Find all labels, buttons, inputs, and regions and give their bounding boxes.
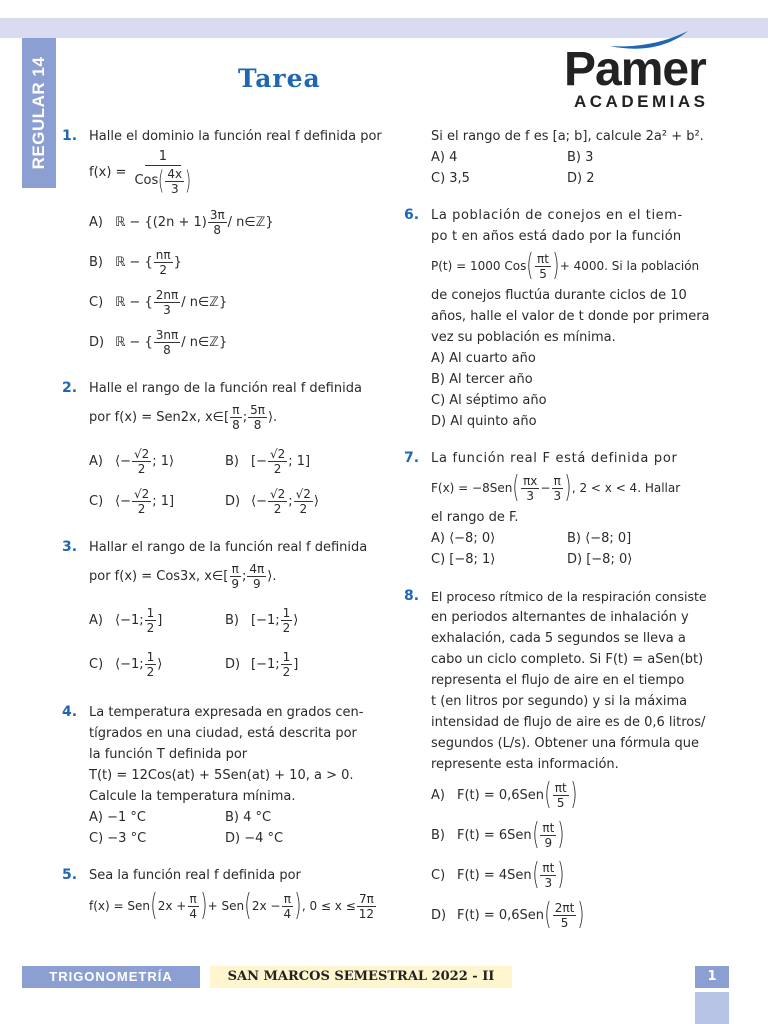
fx-label: f(x) = bbox=[89, 165, 127, 180]
option-a[interactable]: A) ℝ − {(2n + 1) $\frac{3\pi}{8}$ / n∈ℤ} bbox=[89, 207, 274, 237]
option-a[interactable]: A) Al cuarto año bbox=[431, 351, 536, 366]
question-text: Halle el rango de la función real f definida bbox=[89, 381, 362, 396]
option-c[interactable]: C) [−8; 1⟩ bbox=[431, 552, 496, 567]
question-6: 6. La población de conejos en el tiem- po t en años está dado por la función P(t) = 1000 Cos ( $\frac{\pi t}{5}$ ) + 4000. Si la población de conejos fluctúa durante ciclos de 10 años, halle el valor de t donde por primera vez su población es mínima. A) Al cuarto año B) Al tercer año C) Al séptimo año D) Al quinto año bbox=[404, 205, 708, 432]
option-d[interactable]: D) F(t) = 0,6Sen ( $\frac{2\pi t}{5}$ ) bbox=[431, 897, 585, 932]
option-a[interactable]: A) ⟨−8; 0⟩ bbox=[431, 531, 496, 546]
page-title: Tarea bbox=[238, 64, 321, 93]
pamer-logo bbox=[560, 30, 740, 114]
question-number: 8. bbox=[404, 588, 420, 604]
footer-subject: TRIGONOMETRÍA bbox=[22, 966, 200, 988]
option-a[interactable]: A) ⟨−1; $\frac{1}{2}$ ] bbox=[89, 605, 163, 635]
question-text: Halle el dominio la función real f definida por bbox=[89, 129, 382, 144]
question-number: 7. bbox=[404, 450, 420, 466]
footer-course: SAN MARCOS SEMESTRAL 2022 - II bbox=[210, 966, 512, 988]
option-c[interactable]: C) ⟨−1; $\frac{1}{2}$ ⟩ bbox=[89, 649, 163, 679]
logo-name: Pamer bbox=[564, 43, 706, 96]
option-b[interactable]: B) 3 bbox=[567, 150, 594, 165]
side-tab bbox=[22, 38, 56, 188]
option-c[interactable]: C) 3,5 bbox=[431, 171, 470, 186]
option-c[interactable]: C) −3 °C bbox=[89, 831, 147, 846]
question-5-continued: Si el rango de f es [a; b], calcule 2a² + b². A) 4 B) 3 C) 3,5 D) 2 bbox=[404, 126, 708, 189]
question-8: 8. El proceso rítmico de la respiración consiste en periodos alternantes de inhalación y exhalación, cada 5 segundos se lleva a cabo un ciclo completo. Si F(t) = aSen(bt) representa el flujo de aire en el tiempo t (en litros por segundo) y si la máxima intensidad de flujo de aire es de 0,6 litros/ segundos (L/s). Obtener una fórmula que represente esta información. A) F(t) = 0,6Sen ( $\frac{\pi t}{5}$ ) B) F(t) = 6Sen ( $\frac{\pi t}{9}$ ) C) F(t) = 4Sen ( $\frac{\pi t}{3}$ ) D) F(t) = 0,6Sen ( $\frac{2\pi t}{5}$ ) bbox=[404, 586, 708, 935]
option-a[interactable]: A) F(t) = 0,6Sen ( $\frac{\pi t}{5}$ ) bbox=[431, 777, 578, 812]
function-definition: F(x) = −8Sen ( $\frac{\pi x}{3}$ − $\frac{\pi}{3}$ ) , 2 < x < 4. Hallar bbox=[431, 470, 681, 505]
option-c[interactable]: C) ℝ − { $\frac{2n\pi}{3}$ / n∈ℤ} bbox=[89, 287, 228, 317]
page-number: 1 bbox=[695, 966, 729, 988]
option-a[interactable]: A) ⟨− $\frac{√2}{2}$ ; 1⟩ bbox=[89, 446, 175, 476]
option-b[interactable]: B) 4 °C bbox=[225, 810, 272, 825]
question-2: 2. Halle el rango de la función real f definida por f(x) = Sen2x, x∈[ $\frac{\pi}{8}$ ; $\frac{5\pi}{8}$ ⟩. A) ⟨− $\frac{√2}{2}$ ; 1⟩ B) [− $\frac{√2}{2}$ ; 1] C) ⟨− $\frac{√2}{2}$ ; 1] D) ⟨− $\frac{√2}{2}$ ; $\frac{√2}{2}$ ⟩ bbox=[62, 378, 372, 521]
option-b[interactable]: B) [−1; $\frac{1}{2}$ ⟩ bbox=[225, 605, 299, 635]
question-number: 5. bbox=[62, 867, 78, 883]
option-d[interactable]: D) Al quinto año bbox=[431, 414, 537, 429]
logo-subtitle: ACADEMIAS bbox=[574, 92, 709, 111]
question-number: 1. bbox=[62, 128, 78, 144]
function-definition: f(x) = Sen ( 2x + $\frac{\pi}{4}$ ) + Sen ( 2x − $\frac{\pi}{4}$ ) , 0 ≤ x ≤ $\frac{7\pi}{12}$ bbox=[89, 888, 375, 923]
question-5: 5. Sea la función real f definida por f(x) = Sen ( 2x + $\frac{\pi}{4}$ ) + Sen ( 2x − $\frac{\pi}{4}$ ) , 0 ≤ x ≤ $\frac{7\pi}{12}$ bbox=[62, 865, 372, 926]
question-1 bbox=[62, 126, 382, 362]
option-d[interactable]: D) 2 bbox=[567, 171, 595, 186]
option-d[interactable]: D) ⟨− $\frac{√2}{2}$ ; $\frac{√2}{2}$ ⟩ bbox=[225, 486, 319, 516]
option-d[interactable]: D) [−1; $\frac{1}{2}$ ] bbox=[225, 649, 299, 679]
option-d[interactable]: D) [−8; 0⟩ bbox=[567, 552, 633, 567]
footer-stub bbox=[695, 992, 729, 1024]
question-number: 2. bbox=[62, 380, 78, 396]
fraction: 1 Cos ( $\frac{4x}{3}$ ) bbox=[134, 149, 192, 196]
question-number: 3. bbox=[62, 539, 78, 555]
option-a[interactable]: A) −1 °C bbox=[89, 810, 146, 825]
option-c[interactable]: C) Al séptimo año bbox=[431, 393, 547, 408]
left-column bbox=[62, 126, 382, 926]
option-c[interactable]: C) ⟨− $\frac{√2}{2}$ ; 1] bbox=[89, 486, 175, 516]
question-7: 7. La función real F está definida por F(x) = −8Sen ( $\frac{\pi x}{3}$ − $\frac{\pi}{3}$ ) , 2 < x < 4. Hallar el rango de F. A) ⟨−8; 0⟩ B) ⟨−8; 0] C) [−8; 1⟩ D) [−8; 0⟩ bbox=[404, 448, 708, 570]
option-b[interactable]: B) [− $\frac{√2}{2}$ ; 1] bbox=[225, 446, 311, 476]
right-column bbox=[404, 126, 708, 935]
side-tab-label: REGULAR 14 bbox=[29, 56, 48, 170]
question-number: 6. bbox=[404, 207, 420, 223]
option-d[interactable]: D) ℝ − { $\frac{3n\pi}{8}$ / n∈ℤ} bbox=[89, 327, 228, 357]
question-number: 4. bbox=[62, 704, 78, 720]
question-3: 3. Hallar el rango de la función real f definida por f(x) = Cos3x, x∈[ $\frac{\pi}{9}$ ; $\frac{4\pi}{9}$ ⟩. A) ⟨−1; $\frac{1}{2}$ ] B) [−1; $\frac{1}{2}$ ⟩ C) ⟨−1; $\frac{1}{2}$ ⟩ D) [−1; $\frac{1}{2}$ ] bbox=[62, 537, 372, 686]
option-b[interactable]: B) ℝ − { $\frac{n\pi}{2}$ } bbox=[89, 247, 182, 277]
population-formula: P(t) = 1000 Cos ( $\frac{\pi t}{5}$ ) + 4000. Si la población bbox=[431, 248, 700, 283]
option-a[interactable]: A) 4 bbox=[431, 150, 458, 165]
option-b[interactable]: B) ⟨−8; 0] bbox=[567, 531, 632, 546]
option-b[interactable]: B) F(t) = 6Sen ( $\frac{\pi t}{9}$ ) bbox=[431, 817, 565, 852]
question-text: Hallar el rango de la función real f definida bbox=[89, 540, 368, 555]
option-c[interactable]: C) F(t) = 4Sen ( $\frac{\pi t}{3}$ ) bbox=[431, 857, 565, 892]
question-4: 4. La temperatura expresada en grados cen- tígrados en una ciudad, está descrita por la función T definida por T(t) = 12Cos(at) + 5Sen(at) + 10, a > 0. Calcule la temperatura mínima. A) −1 °C B) 4 °C C) −3 °C D) −4 °C bbox=[62, 702, 372, 849]
option-b[interactable]: B) Al tercer año bbox=[431, 372, 533, 387]
option-d[interactable]: D) −4 °C bbox=[225, 831, 284, 846]
